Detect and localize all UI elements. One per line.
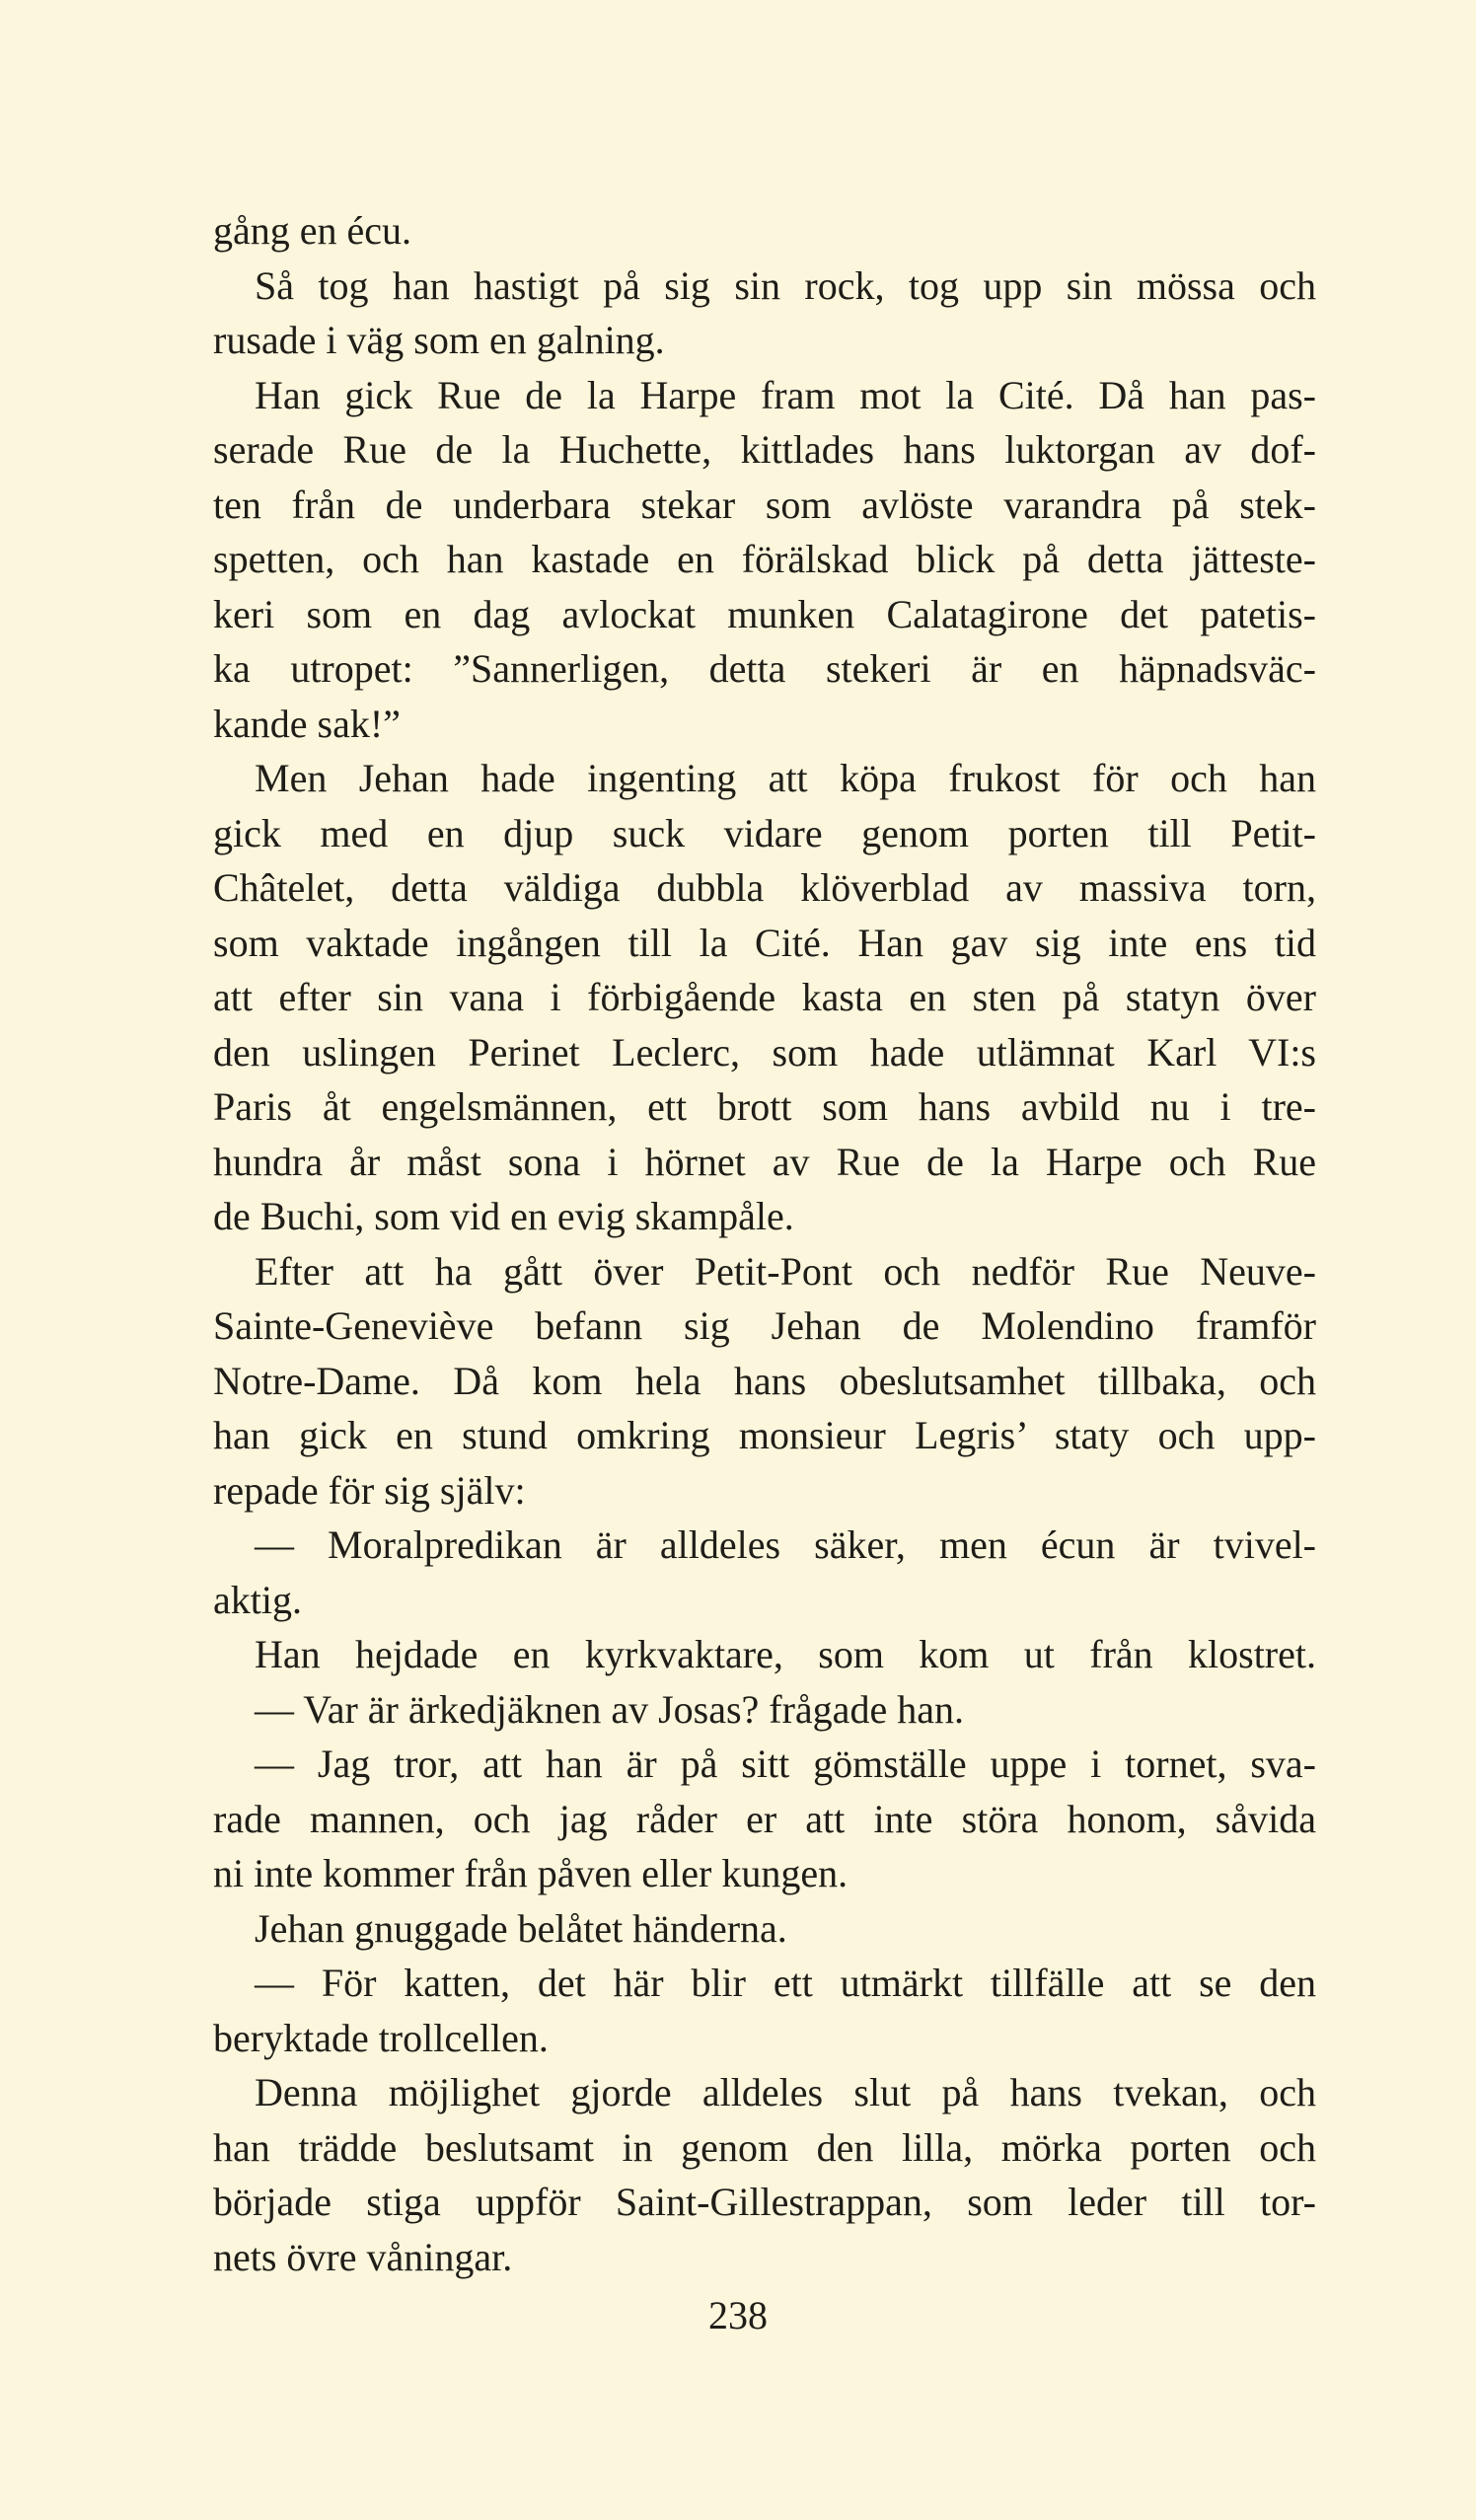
text-line: de Buchi, som vid en evig skampåle.: [213, 1194, 794, 1238]
text-line: — Var är ärkedjäknen av Josas? frågade han.: [255, 1686, 964, 1732]
text-line: att efter sin vana i förbigående kasta en sten på statyn över: [213, 975, 1316, 1019]
text-line: gång en écu.: [213, 208, 412, 253]
text-line: ni inte kommer från påven eller kungen.: [213, 1851, 849, 1895]
text-line: ten från de underbara stekar som avlöste varandra på stek-: [213, 482, 1316, 527]
text-line: Denna möjlighet gjorde alldeles slut på hans tvekan, och: [255, 2070, 1316, 2114]
text-line: Paris åt engelsmännen, ett brott som hans avbild nu i tre-: [213, 1084, 1316, 1129]
text-line: gick med en djup suck vidare genom porten till Petit-: [213, 810, 1316, 855]
text-line: beryktade trollcellen.: [213, 2015, 549, 2060]
text-line: rade mannen, och jag råder er att inte störa honom, såvida: [213, 1796, 1316, 1841]
page-number: 238: [708, 2293, 768, 2337]
text-line: Châtelet, detta väldiga dubbla klöverblad av massiva torn,: [213, 865, 1316, 910]
text-line: hundra år måst sona i hörnet av Rue de la Harpe och Rue: [213, 1139, 1316, 1184]
text-line: — Moralpredikan är alldeles säker, men écun är tvivel-: [255, 1522, 1316, 1567]
text-line: rusade i väg som en galning.: [213, 318, 665, 362]
text-line: ka utropet: ”Sannerligen, detta stekeri är en häpnadsväc-: [213, 646, 1316, 691]
text-line: Men Jehan hade ingenting att köpa frukost för och han: [255, 756, 1316, 800]
text-line: Efter att ha gått över Petit-Pont och nedför Rue Neuve-: [255, 1248, 1316, 1294]
text-line: han trädde beslutsamt in genom den lilla, mörka porten och: [213, 2124, 1316, 2170]
text-line: kande sak!”: [213, 701, 401, 746]
text-line: aktig.: [213, 1577, 302, 1622]
text-line: han gick en stund omkring monsieur Legris’ staty och upp-: [213, 1413, 1316, 1457]
text-line: serade Rue de la Huchette, kittlades hans luktorgan av dof-: [213, 427, 1316, 472]
text-line: spetten, och han kastade en förälskad blick på detta jätteste-: [213, 537, 1316, 581]
text-line: nets övre våningar.: [213, 2234, 513, 2279]
text-line: som vaktade ingången till la Cité. Han gav sig inte ens tid: [213, 920, 1316, 965]
text-line: — För katten, det här blir ett utmärkt tillfälle att se den: [255, 1961, 1316, 2005]
text-line: — Jag tror, att han är på sitt gömställe uppe i tornet, sva-: [255, 1742, 1316, 1786]
text-line: Så tog han hastigt på sig sin rock, tog upp sin mössa och: [255, 262, 1316, 308]
text-line: den uslingen Perinet Leclerc, som hade utlämnat Karl VI:s: [213, 1029, 1316, 1075]
text-line: Han hejdade en kyrkvaktare, som kom ut från klostret.: [255, 1632, 1316, 1676]
text-line: keri som en dag avlockat munken Calatagirone det patetis-: [213, 591, 1316, 636]
text-line: Sainte-Geneviève befann sig Jehan de Molendino framför: [213, 1303, 1316, 1348]
body-text: [213, 203, 1316, 2284]
text-line: Notre-Dame. Då kom hela hans obeslutsamhet tillbaka, och: [213, 1358, 1316, 1403]
text-line: Han gick Rue de la Harpe fram mot la Cité. Då han pas-: [255, 372, 1316, 417]
text-line: Jehan gnuggade belåtet händerna.: [255, 1905, 787, 1951]
text-line: började stiga uppför Saint-Gillestrappan, som leder till tor-: [213, 2180, 1316, 2224]
text-line: repade för sig själv:: [213, 1467, 526, 1513]
